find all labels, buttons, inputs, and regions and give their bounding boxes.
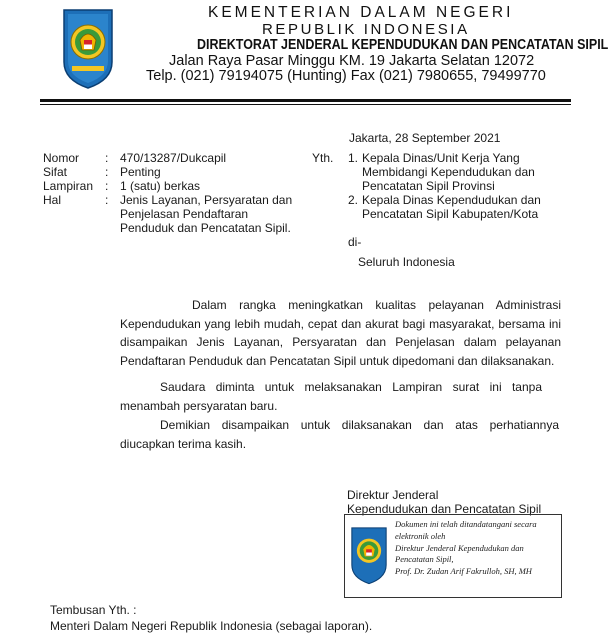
stamp-line: Pencatatan Sipil,: [395, 554, 454, 565]
recipient-line: Pencatatan Sipil Provinsi: [362, 179, 495, 193]
recipient-line: Membidangi Kependudukan dan: [362, 165, 535, 179]
recipient-at: di-: [348, 235, 362, 249]
meta-value-lampiran: 1 (satu) berkas: [120, 179, 201, 193]
office-address: Jalan Raya Pasar Minggu KM. 19 Jakarta Selatan 12072: [169, 53, 535, 69]
meta-separator: :: [105, 179, 109, 193]
stamp-line: elektronik oleh: [395, 530, 446, 541]
meta-separator: :: [105, 151, 109, 165]
meta-value-hal-line: Penduduk dan Pencatatan Sipil.: [120, 221, 291, 235]
meta-value-hal-line: Penjelasan Pendaftaran: [120, 207, 249, 221]
recipient-line: Pencatatan Sipil Kabupaten/Kota: [362, 207, 539, 221]
recipient-line: Kepala Dinas/Unit Kerja Yang: [362, 151, 520, 165]
recipient-number: 1.: [348, 151, 359, 165]
letterhead-divider-thin: [40, 104, 571, 105]
recipient-location: Seluruh Indonesia: [358, 255, 455, 269]
ministry-name: KEMENTERIAN DALAM NEGERI: [208, 4, 514, 21]
electronic-signature-stamp: [344, 514, 562, 598]
meta-label-sifat: Sifat: [43, 165, 68, 179]
meta-value-hal-line: Jenis Layanan, Persyaratan dan: [120, 193, 293, 207]
recipient-number: 2.: [348, 193, 359, 207]
body-paragraph: Saudara diminta untuk melaksanakan Lampiran surat ini tanpa menambah persyaratan baru.: [120, 380, 542, 413]
ministry-emblem-logo: [349, 525, 389, 585]
directorate-name: DIREKTORAT JENDERAL KEPENDUDUKAN DAN PENCATATAN SIPIL: [197, 37, 609, 53]
meta-label-nomor: Nomor: [43, 151, 80, 165]
ministry-emblem-logo: [60, 6, 116, 90]
meta-separator: :: [105, 165, 109, 179]
office-phone: Telp. (021) 79194075 (Hunting) Fax (021) 7980655, 79499770: [146, 68, 546, 84]
stamp-line: Dokumen ini telah ditandatangani secara: [395, 519, 537, 529]
meta-value-sifat: Penting: [120, 165, 161, 179]
body-paragraph: Dalam rangka meningkatkan kualitas pelayanan Administrasi Kependudukan yang lebih mudah, cepat dan akurat bagi masyarakat, bersama ini disampaikan Jenis Layanan, Persyaratan dan Penjelasan dalam pelayanan Pendaftaran Penduduk dan Pencatatan Sipil untuk dipedomani dan dilaksanakan.: [120, 298, 561, 368]
meta-label-lampiran: Lampiran: [43, 179, 94, 193]
signatory-title: Kependudukan dan Pencatatan Sipil: [347, 502, 542, 516]
recipient-line: Kepala Dinas Kependudukan dan: [362, 193, 541, 207]
meta-value-nomor: 470/13287/Dukcapil: [120, 151, 227, 165]
stamp-line: Prof. Dr. Zudan Arif Fakrulloh, SH, MH: [395, 566, 532, 577]
meta-label-hal: Hal: [43, 193, 62, 207]
stamp-line: Direktur Jenderal Kependudukan dan: [395, 542, 524, 553]
cc-item: Menteri Dalam Negeri Republik Indonesia (sebagai laporan).: [50, 619, 373, 633]
letterhead-divider-thick: [40, 99, 571, 102]
signatory-title: Direktur Jenderal: [347, 488, 439, 502]
cc-heading: Tembusan Yth. :: [50, 603, 137, 617]
letter-date: Jakarta, 28 September 2021: [349, 131, 501, 145]
recipient-prefix: Yth.: [312, 151, 334, 165]
meta-separator: :: [105, 193, 109, 207]
stamp-text: [395, 519, 555, 578]
body-paragraph: Demikian disampaikan untuk dilaksanakan dan atas perhatiannya diucapkan terima kasih.: [120, 418, 559, 451]
country-name: REPUBLIK INDONESIA: [262, 21, 470, 38]
